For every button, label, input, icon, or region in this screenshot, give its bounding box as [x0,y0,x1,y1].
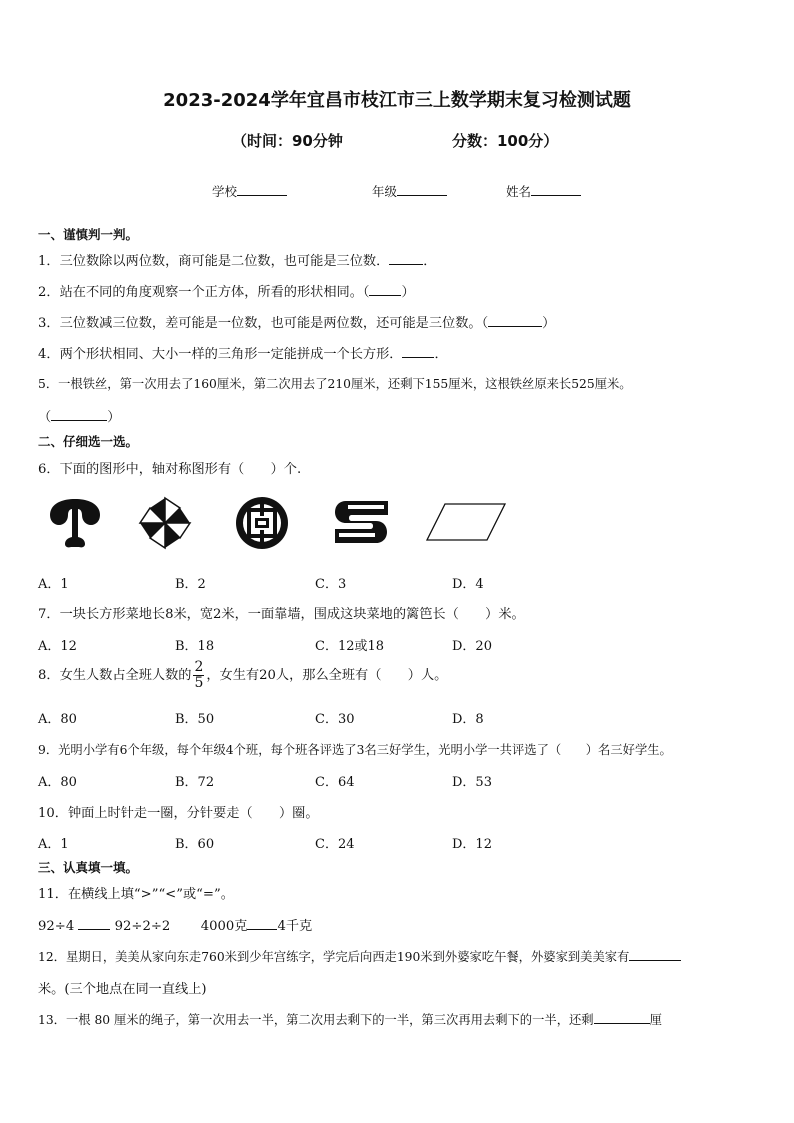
question-4-blank[interactable] [402,345,434,358]
question-4-end: ． [434,347,448,362]
question-11-items [38,915,312,934]
fraction [193,660,204,691]
question-12-blank[interactable] [629,948,681,961]
question-2 [38,281,415,300]
q9-option-a[interactable]: A．80 [38,775,77,790]
question-3-text: 3．三位数减三位数，差可能是一位数，也可能是两位数，还可能是三位数。（ [38,316,489,331]
grade-field [372,182,447,200]
question-2-blank[interactable] [369,283,401,296]
question-3-blank[interactable] [488,314,542,327]
question-12-line2: 米。(三个地点在同一直线上) [38,982,207,997]
name-blank[interactable] [531,183,581,196]
question-2-text: 2．站在不同的角度观察一个正方体，所看的形状相同。（ [38,285,370,300]
q10-option-c[interactable]: C．24 [315,837,355,852]
question-1-blank[interactable] [389,252,423,265]
compare-blank-1[interactable] [78,917,110,930]
question-13-blank[interactable] [594,1011,650,1024]
q8-option-d[interactable]: D．8 [452,712,484,727]
question-9-text: 9．光明小学有6个年级，每个年级4个班，每个班各评选了3名三好学生，光明小学一共评选了（ ）名三好学生。 [38,743,672,757]
q9-option-d[interactable]: D．53 [452,775,492,790]
question-3-end: ） [542,316,556,331]
q8-option-a[interactable]: A．80 [38,712,77,727]
q10-option-b[interactable]: B．60 [175,837,215,852]
s-logo-icon [332,497,390,547]
compare-left-2: 4000克 [200,919,248,934]
question-5-open: （ [38,410,52,425]
t-logo-icon [48,497,102,549]
question-1-text: 1．三位数除以两位数，商可能是二位数，也可能是三位数． [38,254,390,269]
name-label: 姓名 [506,184,532,199]
question-1 [38,250,436,269]
question-12 [38,947,681,965]
question-2-end: ） [401,285,415,300]
school-field [212,182,287,200]
q8-option-b[interactable]: B．50 [175,712,215,727]
q7-option-a[interactable]: A．12 [38,639,77,654]
grade-blank[interactable] [397,183,447,196]
q10-option-d[interactable]: D．12 [452,837,492,852]
score-label: 分数：100分） [452,132,559,150]
question-13-end: 厘 [649,1013,662,1027]
school-blank[interactable] [237,183,287,196]
name-field [506,182,581,200]
q7-option-c[interactable]: C．12或18 [315,639,385,654]
q7-option-d[interactable]: D．20 [452,639,492,654]
q6-option-c[interactable]: C．3 [315,577,347,592]
question-10-text: 10．钟面上时针走一圈，分针要走（ ）圈。 [38,806,319,821]
school-label: 学校 [212,184,238,199]
compare-right-2: 4千克 [277,919,313,934]
question-5-answer [38,406,120,425]
question-8-post: ，女生有20人，那么全班有（ ）人。 [206,668,448,683]
pinwheel-icon [136,494,194,552]
compare-blank-2[interactable] [247,917,277,930]
q9-option-c[interactable]: C．64 [315,775,355,790]
q6-option-a[interactable]: A．1 [38,577,69,592]
question-3 [38,312,555,331]
question-8 [38,660,447,691]
question-7-text: 7．一块长方形菜地长8米，宽2米，一面靠墙，围成这块菜地的篱笆长（ ）米。 [38,607,525,622]
question-12-text: 12．星期日，美美从家向东走760米到少年宫练字，学完后向西走190米到外婆家吃午餐，外婆家到美美家有 [38,950,630,964]
q6-option-b[interactable]: B．2 [175,577,206,592]
question-5-end: ） [107,410,121,425]
q8-option-c[interactable]: C．30 [315,712,355,727]
question-13-text: 13．一根 80 厘米的绳子，第一次用去一半，第二次用去剩下的一半，第三次再用去剩下的一半，还剩 [38,1013,594,1027]
time-label: （时间：90分钟 [232,132,343,150]
question-5-blank[interactable] [51,408,107,421]
fraction-numerator: 2 [194,659,204,675]
question-5: 5．一根铁丝，第一次用去了160厘米，第二次用去了210厘米，还剩下155厘米，这根铁丝原来长525厘米。 [38,377,632,391]
q9-option-b[interactable]: B．72 [175,775,215,790]
question-4-text: 4．两个形状相同、大小一样的三角形一定能拼成一个长方形． [38,347,403,362]
compare-left-1: 92÷4 [38,919,75,934]
page-title: 2023-2024学年宜昌市枝江市三上数学期末复习检测试题 [163,90,631,111]
question-13 [38,1010,662,1028]
parallelogram-icon [425,502,507,542]
question-6-text: 6．下面的图形中，轴对称图形有（ ）个. [38,462,302,477]
compare-right-1: 92÷2÷2 [114,919,171,934]
section-2-heading: 二、仔细选一选。 [38,434,139,449]
section-1-heading: 一、谨慎判一判。 [38,227,139,242]
grade-label: 年级 [372,184,398,199]
question-11-text: 11．在横线上填“>”“<”或“=”。 [38,887,234,902]
question-4 [38,343,448,362]
q6-option-d[interactable]: D．4 [452,577,484,592]
bank-logo-icon [233,494,291,552]
q10-option-a[interactable]: A．1 [38,837,69,852]
fraction-denominator: 5 [194,675,204,691]
question-1-end: ． [423,254,437,269]
question-8-pre: 8．女生人数占全班人数的 [38,668,192,683]
section-3-heading: 三、认真填一填。 [38,860,139,875]
q7-option-b[interactable]: B．18 [175,639,215,654]
